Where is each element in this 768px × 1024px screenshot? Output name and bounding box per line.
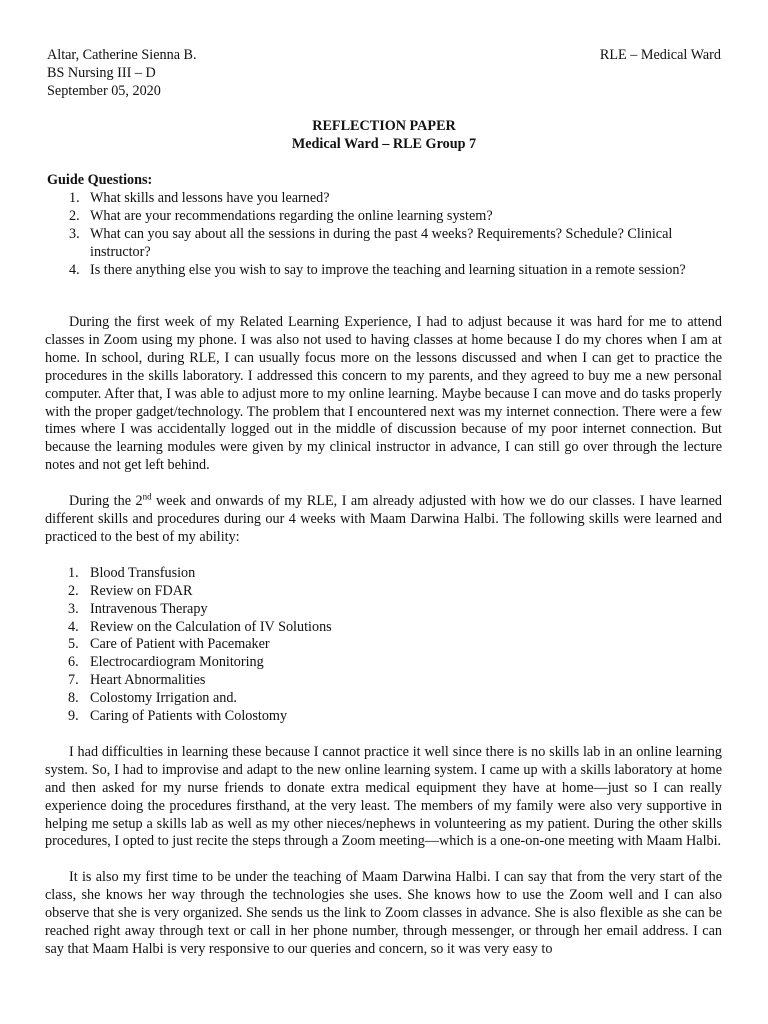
reflection-body <box>45 314 722 959</box>
list-item <box>45 565 722 583</box>
list-number: 5. <box>68 636 79 653</box>
list-item <box>47 226 724 262</box>
list-item <box>45 619 722 637</box>
skill-text: Electrocardiogram Monitoring <box>90 654 264 671</box>
skill-text: Intravenous Therapy <box>90 600 208 617</box>
list-number: 2. <box>68 582 79 599</box>
list-number: 4. <box>68 618 79 635</box>
title-block <box>0 118 768 154</box>
student-name: Altar, Catherine Sienna B. <box>47 47 197 63</box>
list-item <box>47 190 724 208</box>
list-item <box>45 601 722 619</box>
document-subtitle: Medical Ward – RLE Group 7 <box>291 135 477 152</box>
paragraph-second-week <box>45 493 722 547</box>
question-text: What skills and lessons have you learned? <box>90 189 330 206</box>
question-text: What are your recommendations regarding the online learning system? <box>90 207 493 224</box>
list-item <box>45 583 722 601</box>
list-number: 2. <box>69 207 80 224</box>
skill-text: Blood Transfusion <box>90 564 196 581</box>
list-number: 4. <box>69 261 80 278</box>
list-number: 1. <box>69 189 80 206</box>
rotation-label: RLE – Medical Ward <box>599 47 721 63</box>
document-header <box>47 47 721 101</box>
list-item <box>47 262 724 280</box>
list-item <box>45 708 722 726</box>
list-item <box>45 672 722 690</box>
question-text: What can you say about all the sessions in during the past 4 weeks? Requirements? Schedule? Clinical instructor? <box>90 225 673 260</box>
list-number: 3. <box>68 600 79 617</box>
list-number: 7. <box>68 672 79 689</box>
list-item <box>45 654 722 672</box>
list-number: 9. <box>68 708 79 724</box>
document-title: REFLECTION PAPER <box>312 118 456 134</box>
paragraph-instructor: It is also my first time to be under the teaching of Maam Darwina Halbi. I can say that from the very start of the class, she knows her way through the technologies she uses. She knows how to use the Zoom well and I can also observe that she is very organized. She sends us the link to Zoom classes in advance. She is also flexible as she can be reached right away through text or call in her phone number, through messenger, or through her email address. I can say that Maam Halbi is very responsive to our queries and concern, so it was very easy to <box>45 869 722 957</box>
guide-questions-list <box>47 190 724 280</box>
question-text: Is there anything else you wish to say to improve the teaching and learning situation in a remote session? <box>90 261 686 278</box>
paragraph-text: week and onwards of my RLE, I am already adjusted with how we do our classes. I have learned different skills and procedures during our 4 weeks with Maam Darwina Halbi. The following skills were learned and practiced to the best of my ability: <box>45 493 722 545</box>
skill-text: Care of Patient with Pacemaker <box>90 636 270 653</box>
skill-text: Colostomy Irrigation and. <box>90 690 237 707</box>
skill-text: Caring of Patients with Colostomy <box>90 708 288 724</box>
list-number: 8. <box>68 690 79 707</box>
skill-text: Review on FDAR <box>90 582 193 599</box>
list-number: 1. <box>68 564 79 581</box>
skill-text: Heart Abnormalities <box>90 672 206 689</box>
document-date: September 05, 2020 <box>47 83 161 99</box>
list-item <box>45 690 722 708</box>
ordinal-suffix: nd <box>142 491 152 502</box>
paragraph-difficulties: I had difficulties in learning these because I cannot practice it well since there is no skills lab in an online learning system. So, I had to improvise and adapt to the new online learning system. I came up with a skills laboratory at home and then asked for my nurse friends to donate extra medical equipment they have at home—just so I can really experience doing the procedures firsthand, at the very least. The members of my family were also very supportive in helping me setup a skills lab as well as my other nieces/nephews in volunteering as my patient. During the other skills procedures, I opted to just recite the steps through a Zoom meeting—which is a one-on-one meeting with Maam Halbi. <box>45 743 722 850</box>
list-number: 6. <box>68 654 79 671</box>
paragraph-first-week: During the first week of my Related Learning Experience, I had to adjust because it was hard for me to attend classes in Zoom using my phone. I was also not used to having classes at home because I do my chores when I am at home. In school, during RLE, I can usually focus more on the lessons discussed and when I can get to practice the procedures in the skills laboratory. I addressed this concern to my parents, and they agreed to buy me a new personal computer. After that, I was able to adjust more to my online learning. Maybe because I can move and do tasks properly with the proper gadget/technology. The problem that I encountered next was my internet connection. There were a few times where I was accidentally logged out in the middle of discussion because of my poor internet connection. But because the learning modules were given by my clinical instructor in advance, I can still go over through the lecture notes and not get left behind. <box>45 314 722 474</box>
list-number: 3. <box>69 225 80 242</box>
guide-questions <box>47 172 724 279</box>
course-section: BS Nursing III – D <box>47 65 156 81</box>
skill-text: Review on the Calculation of IV Solutions <box>90 618 332 635</box>
skills-list <box>45 565 722 726</box>
paragraph-text: During the 2 <box>69 493 143 510</box>
list-item <box>45 636 722 654</box>
guide-questions-heading: Guide Questions: <box>47 172 153 188</box>
list-item <box>47 208 724 226</box>
